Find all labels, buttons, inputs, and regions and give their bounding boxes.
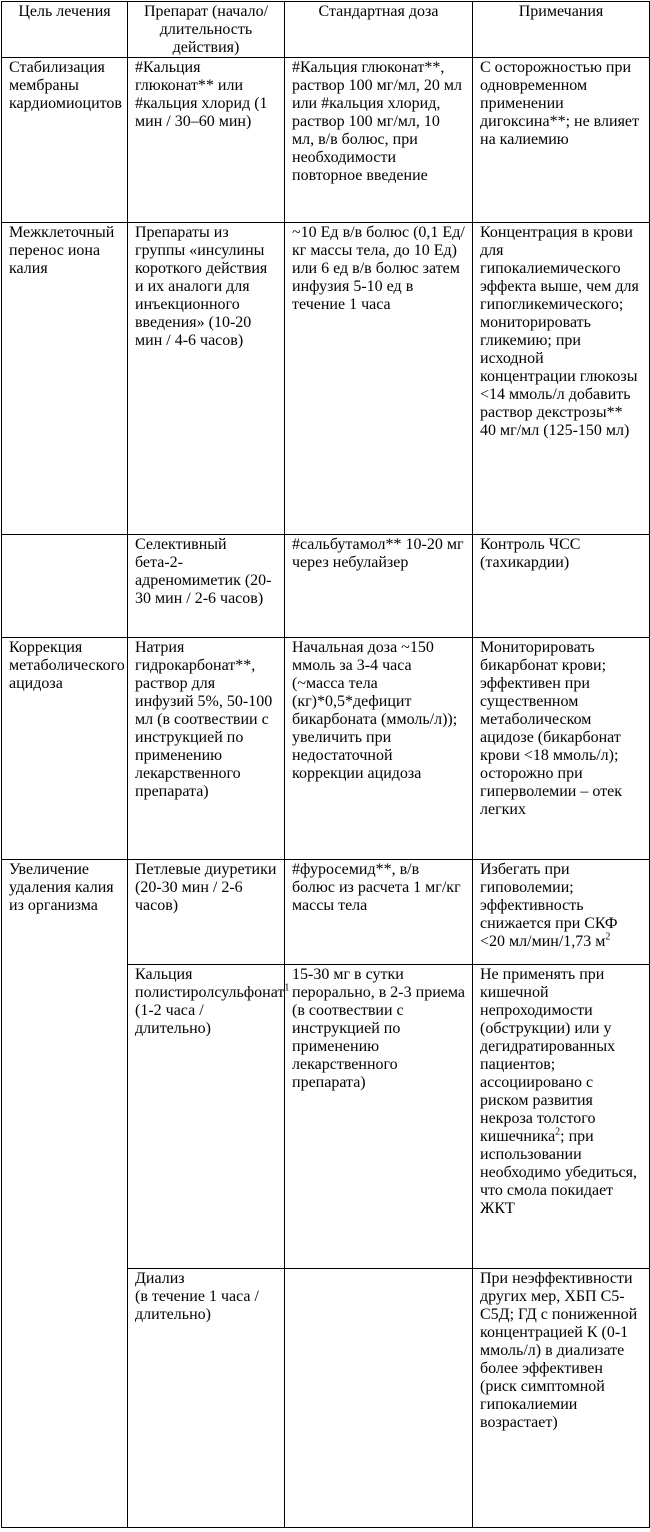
- cell-notes: С осторожностью при одновременном применении дигоксина**; не влияет на калиемию: [473, 58, 650, 223]
- table-row: [2, 535, 650, 638]
- cell-goal: Стабилизация мембраны кардиомиоцитов: [2, 58, 128, 223]
- cell-goal: Коррекция метаболического ацидоза: [2, 638, 128, 860]
- cell-goal: [2, 535, 128, 638]
- cell-dose: [285, 1269, 473, 1528]
- cell-dose: Начальная доза ~150 ммоль за 3-4 часа (~масса тела (кг)*0,5*дефицит бикарбоната (ммоль/л)); увеличить при недостаточной коррекции ацидоза: [285, 638, 473, 860]
- cell-drug: [128, 1269, 285, 1528]
- cell-dose: ~10 Ед в/в болюс (0,1 Ед/кг массы тела, до 10 Ед) или 6 ед в/в болюс затем инфузия 5-10 ед в течение 1 часа: [285, 223, 473, 535]
- cell-notes: Концентрация в крови для гипокалиемического эффекта выше, чем для гипогликемического; мониторировать гликемию; при исходной концентрации глюкозы <14 ммоль/л добавить раствор декстрозы** 40 мг/мл (125-150 мл): [473, 223, 650, 535]
- cell-dose: #Кальция глюконат**, раствор 100 мг/мл, 20 мл или #кальция хлорид, раствор 100 мг/мл, 10 мл, в/в болюс, при необходимости повторное введение: [285, 58, 473, 223]
- cell-notes: Контроль ЧСС (тахикардии): [473, 535, 650, 638]
- table-row: [2, 638, 650, 860]
- drug-duration: (в течение 1 часа / длительно): [135, 1288, 259, 1323]
- cell-dose: #сальбутамол** 10-20 мг через небулайзер: [285, 535, 473, 638]
- cell-notes: [473, 860, 650, 965]
- header-drug: Препарат (начало/длительность действия): [128, 2, 285, 58]
- table-row: [2, 860, 650, 965]
- cell-goal: Увеличение удаления калия из организма: [2, 860, 128, 1528]
- drug-name: Кальция полистиролсульфонат: [135, 966, 285, 1001]
- cell-notes: При неэффективности других мер, ХБП С5-С5Д; ГД с пониженной концентрацией К (0-1 ммоль/л) в диализате более эффективен (риск симптомной гипокалиемии возрастает): [473, 1269, 650, 1528]
- cell-drug: [128, 965, 290, 1269]
- cell-notes: [473, 965, 650, 1269]
- cell-drug: #Кальция глюконат** или #кальция хлорид (1 мин / 30–60 мин): [128, 58, 285, 223]
- table-row: [2, 223, 650, 535]
- table-header-row: [2, 2, 650, 58]
- cell-drug: Натрия гидрокарбонат**, раствор для инфузий 5%, 50-100 мл (в соотвествии с инструкцией по применению лекарственного препарата): [128, 638, 285, 860]
- drug-name: Диализ: [135, 1270, 185, 1287]
- cell-drug: Петлевые диуретики (20-30 мин / 2-6 часов): [128, 860, 285, 965]
- treatment-table: [1, 1, 650, 1528]
- superscript: 2: [605, 931, 611, 943]
- cell-drug: Препараты из группы «инсулины короткого действия и их аналоги для инъекционного введения» (10-20 мин / 4-6 часов): [128, 223, 285, 535]
- header-goal: Цель лечения: [2, 2, 128, 58]
- footnote-marker: 2: [555, 1126, 561, 1138]
- drug-duration: (1-2 часа / длительно): [135, 1002, 211, 1037]
- cell-dose: 15-30 мг в сутки перорально, в 2-3 приема (в соотвествии с инструкцией по применению лекарственного препарата): [285, 965, 473, 1269]
- cell-goal: Межклеточный перенос иона калия: [2, 223, 128, 535]
- cell-dose: #фуросемид**, в/в болюс из расчета 1 мг/кг массы тела: [285, 860, 473, 965]
- cell-drug: Селективный бета-2-адреномиметик (20-30 мин / 2-6 часов): [128, 535, 285, 638]
- table-row: [2, 58, 650, 223]
- header-dose: Стандартная доза: [285, 2, 473, 58]
- footnote-marker: 1: [284, 982, 290, 994]
- cell-notes: Мониторировать бикарбонат крови; эффективен при существенном метаболическом ацидозе (бикарбонат крови <18 ммоль/л); осторожно при гиперволемии – отек легких: [473, 638, 650, 860]
- header-notes: Примечания: [473, 2, 650, 58]
- notes-text-tail: ; при использовании необходимо убедиться, что смола покидает ЖКТ: [480, 1128, 638, 1217]
- notes-text: Избегать при гиповолемии; эффективность снижается при СКФ <20 мл/мин/1,73 м: [480, 861, 618, 950]
- notes-text: Не применять при кишечной непроходимости (обструкции) или у дегидратированных пациентов; ассоциировано с риском развития некроза толстого кишечника: [480, 966, 616, 1145]
